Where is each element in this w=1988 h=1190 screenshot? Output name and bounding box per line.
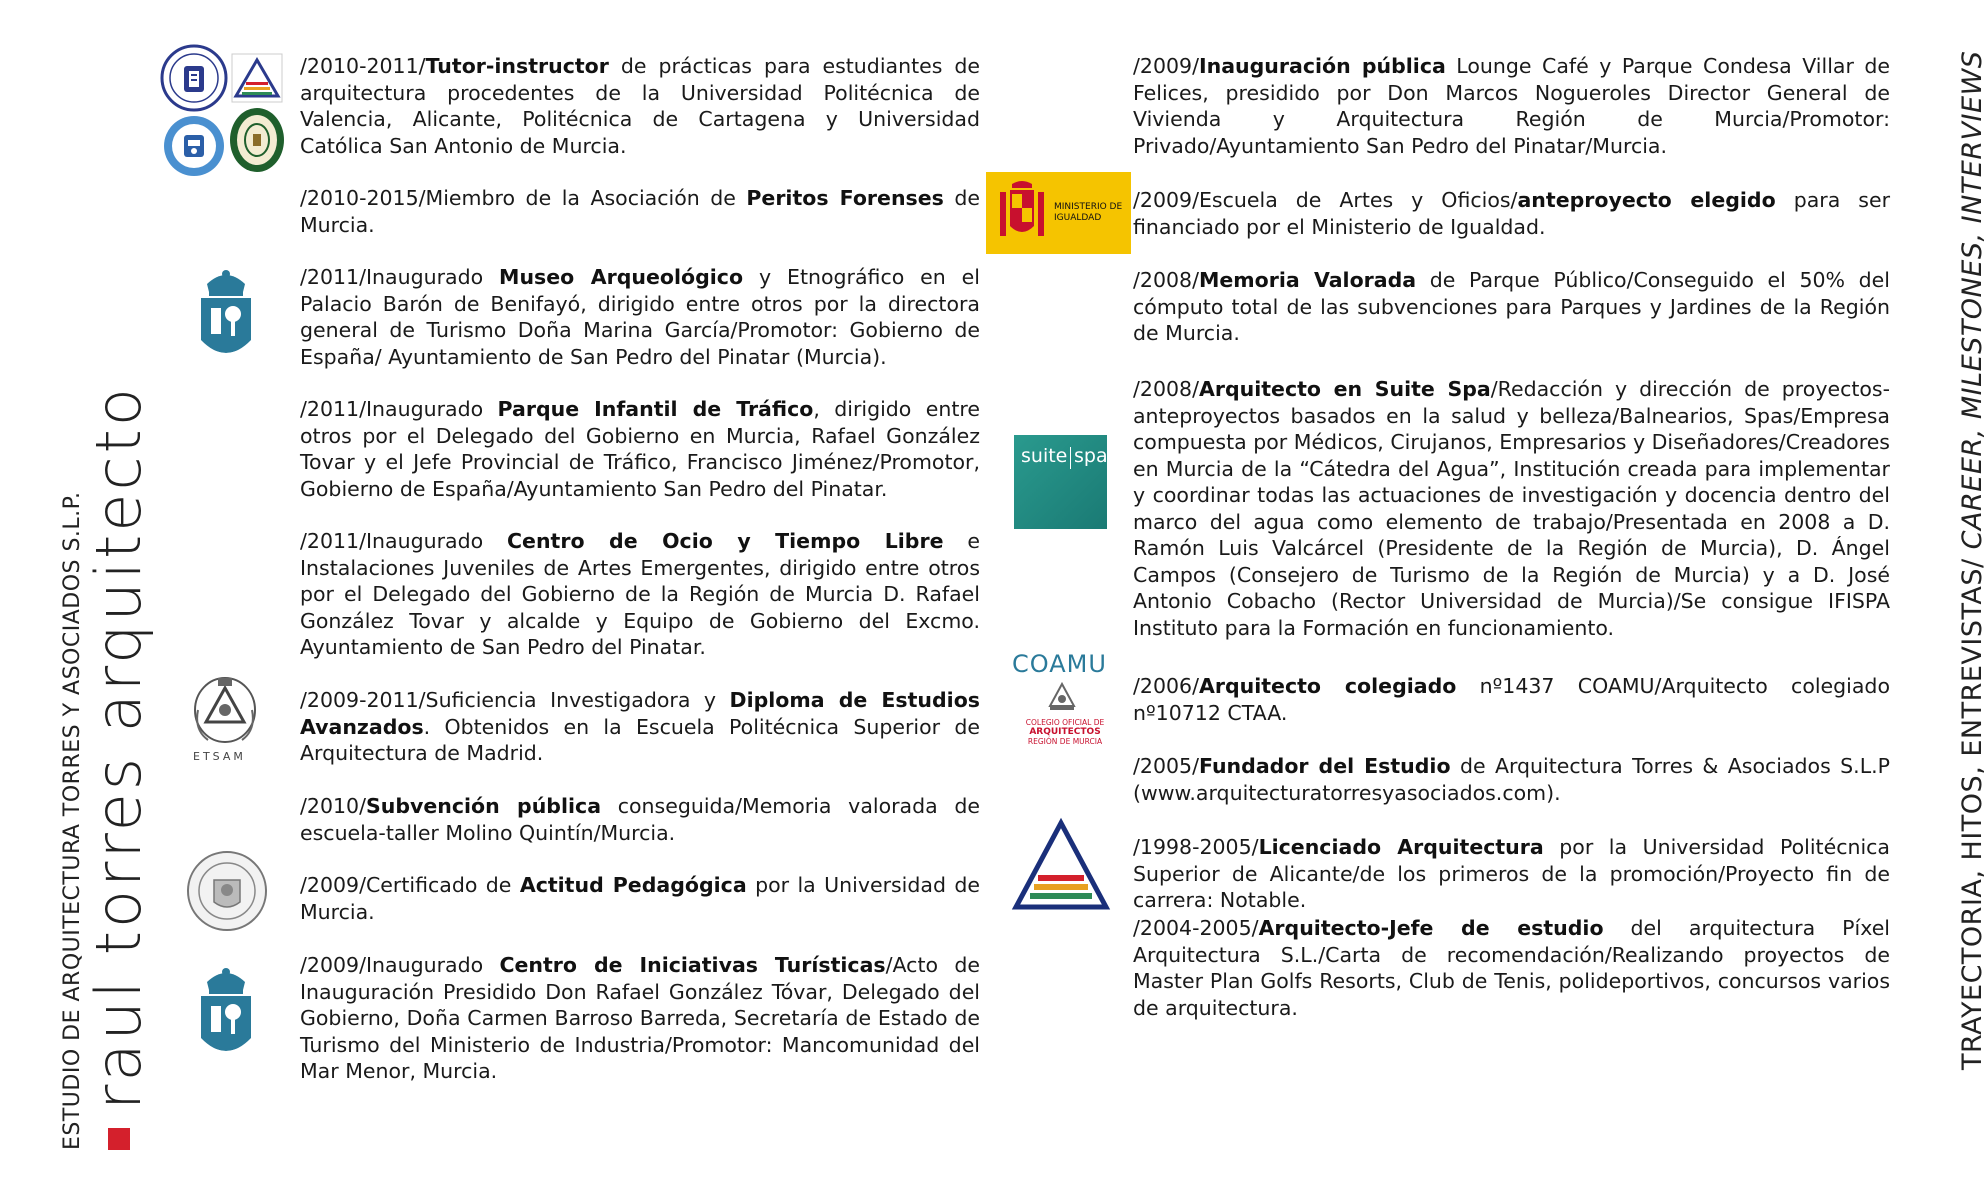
brand-logo	[82, 385, 155, 1150]
career-entry: /2009-2011/Suficiencia Investigadora y Diploma de Estudios Avanzados. Obtenidos en la Escuela Politécnica Superior de Arquitectura de Madrid.	[300, 688, 980, 765]
career-entry: /2009/Inauguración pública Lounge Café y Parque Condesa Villar de Felices, presidido por Don Marcos Nogueroles Director General de Vivienda y Arquitectura Región de Murcia/Promotor: Privado/Ayuntamiento San Pedro del Pinatar/Murcia.	[1133, 54, 1890, 158]
section-title-en: CAREER, MILESTONES, INTERVIEWS	[1957, 50, 1988, 550]
umu-murcia-seal-icon	[186, 850, 268, 932]
ua-alicante-logo-icon	[1012, 817, 1110, 913]
studio-name: ESTUDIO DE ARQUITECTURA TORRES Y ASOCIADOS S.L.P.	[60, 491, 85, 1150]
upv-valencia-seal-icon	[160, 44, 228, 112]
san-pedro-coat-of-arms-icon	[197, 262, 255, 368]
coamu-title: COAMU	[1012, 650, 1107, 678]
spa-label: spa	[1074, 445, 1108, 467]
career-entry: /2006/Arquitecto colegiado nº1437 COAMU/Arquitecto colegiado nº10712 CTAA.	[1133, 674, 1890, 725]
career-entry: /2011/Inaugurado Parque Infantil de Tráfico, dirigido entre otros por el Delegado del Gobierno en Murcia, Rafael González Tovar y el Jefe Provincial de Tráfico, Francisco Jiménez/Promotor, Gobierno de España/Ayuntamiento San Pedro del Pinatar.	[300, 397, 980, 501]
career-entry: /2005/Fundador del Estudio de Arquitectura Torres & Asociados S.L.P (www.arquitecturatorresyasociados.com).	[1133, 754, 1890, 805]
career-entry: /2010-2011/Tutor-instructor de prácticas para estudiantes de arquitectura procedentes de la Universidad Politécnica de Valencia, Alicante, Politécnica de Cartagena y Universidad Católica San Antonio de Murcia.	[300, 54, 980, 158]
ua-alicante-logo-icon	[232, 54, 282, 102]
section-title-es: TRAYECTORIA, HITOS, ENTREVISTAS/	[1957, 549, 1988, 1070]
ministerio-igualdad-logo	[986, 172, 1131, 254]
career-entry: /2009/Certificado de Actitud Pedagógica por la Universidad de Murcia.	[300, 873, 980, 924]
career-entry: /2011/Inaugurado Centro de Ocio y Tiempo Libre e Instalaciones Juveniles de Artes Emergentes, dirigido entre otros por el Delegado del Gobierno de la Región de Murcia D. Rafael González Tovar y alcalde y Equipo de Gobierno del Excmo. Ayuntamiento de San Pedro del Pinatar.	[300, 529, 980, 659]
career-entry: /2009/Escuela de Artes y Oficios/anteproyecto elegido para ser financiado por el Ministerio de Igualdad.	[1133, 188, 1890, 239]
career-entry: /2009/Inaugurado Centro de Iniciativas Turísticas/Acto de Inauguración Presidido Don Rafael González Tóvar, Delegado del Gobierno, Doña Carmen Barroso Barreda, Secretaría de Estado de Turismo del Ministerio de Industria/Promotor: Mancomunidad del Mar Menor, Murcia.	[300, 953, 980, 1083]
career-entry: /2008/Memoria Valorada de Parque Público/Conseguido el 50% del cómputo total de las subvenciones para Parques y Jardines de la Región de Murcia.	[1133, 268, 1890, 345]
red-square-icon	[108, 1128, 130, 1150]
career-entry: /2010/Subvención pública conseguida/Memoria valorada de escuela-taller Molino Quintín/Murcia.	[300, 794, 980, 845]
etsam-label: ETSAM	[193, 750, 246, 763]
suite-label: suite	[1021, 445, 1068, 467]
brand-name: raul torres arquitecto	[82, 385, 155, 1110]
coamu-subtitle-3: REGIÓN DE MURCIA	[1027, 737, 1103, 746]
spain-coat-of-arms-icon	[994, 178, 1050, 248]
ucam-seal-icon	[228, 106, 286, 174]
coamu-logo	[1010, 648, 1120, 748]
upct-cartagena-seal-icon	[163, 115, 225, 177]
coamu-subtitle-2: ARQUITECTOS	[1029, 727, 1101, 737]
career-entry: /2011/Inaugurado Museo Arqueológico y Etnográfico en el Palacio Barón de Benifayó, dirigido entre otros por la directora general de Turismo Doña Marina García/Promotor: Gobierno de España/ Ayuntamiento de San Pedro del Pinatar (Murcia).	[300, 265, 980, 369]
san-pedro-coat-of-arms-icon	[197, 960, 255, 1066]
coamu-subtitle-1: COLEGIO OFICIAL DE	[1025, 718, 1105, 727]
logo-divider	[1070, 447, 1071, 469]
studio-branding	[60, 385, 155, 1150]
career-entry: /1998-2005/Licenciado Arquitectura por la Universidad Politécnica Superior de Alicante/de los primeros de la promoción/Proyecto fin de carrera: Notable.	[1133, 835, 1890, 912]
etsam-logo-icon	[188, 670, 262, 762]
section-title	[1957, 51, 1988, 1070]
suite-spa-logo	[1014, 435, 1107, 529]
ministerio-label: MINISTERIO DE IGUALDAD	[1054, 202, 1123, 223]
coamu-emblem-icon	[1048, 682, 1076, 712]
career-entry: /2010-2015/Miembro de la Asociación de Peritos Forenses de Murcia.	[300, 186, 980, 237]
career-entry: /2004-2005/Arquitecto-Jefe de estudio del arquitectura Píxel Arquitectura S.L./Carta de recomendación/Realizando proyectos de Master Plan Golfs Resorts, Club de Tenis, polideportivos, concursos varios de arquitectura.	[1133, 916, 1891, 1020]
career-entry: /2008/Arquitecto en Suite Spa/Redacción y dirección de proyectos-anteproyectos basados en la salud y belleza/Balnearios, Spas/Empresa compuesta por Médicos, Cirujanos, Empresarios y Diseñadores/Creadores en Murcia de la “Cátedra del Agua”, Institución creada para implementar y coordinar todas las actuaciones de investigación y docencia dentro del marco del agua como elemento de trabajo/Presentada en 2008 a D. Ramón Luis Valcárcel (Presidente de la Región de Murcia), D. Ángel Campos (Consejero de Turismo de la Región de Murcia) y a D. José Antonio Cobacho (Rector Universidad de Murcia)/Se consigue IFISPA Instituto para la Formación en funcionamiento.	[1133, 377, 1891, 640]
